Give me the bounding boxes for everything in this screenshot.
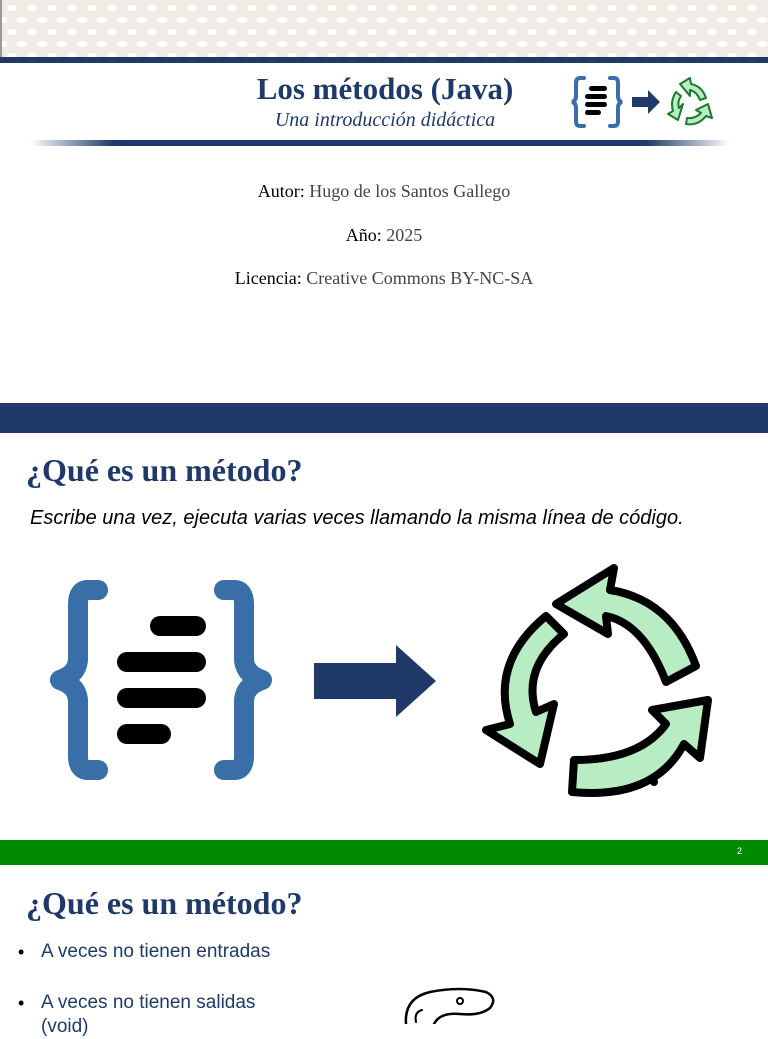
- slide3-bullet-list: [18, 940, 270, 1039]
- snake-doodle-icon: [400, 984, 500, 1024]
- slide2-footer-bar: [0, 840, 768, 865]
- author-value: Hugo de los Santos Gallego: [309, 181, 511, 201]
- knit-pattern-banner: [0, 0, 768, 57]
- bullet-text: A veces no tienen entradas: [41, 941, 271, 962]
- presentation-subtitle: Una introducción didáctica: [274, 109, 496, 131]
- license-line: [0, 268, 768, 289]
- author-line: [0, 181, 768, 202]
- bullet-text: A veces no tienen salidas: [41, 992, 256, 1013]
- year-value: 2025: [386, 225, 423, 245]
- list-item: [18, 991, 270, 1039]
- slide2-heading: ¿Qué es un método?: [26, 452, 303, 488]
- bullet-text-continuation: (void): [41, 1016, 89, 1037]
- bullet-icon: •: [18, 993, 25, 1013]
- top-rule: [0, 57, 768, 63]
- title-underline: [30, 140, 730, 146]
- slide2-description: Escribe una vez, ejecuta varias veces llamando la misma línea de código.: [30, 507, 684, 529]
- author-label: Autor:: [257, 181, 305, 201]
- recycle-icon: [476, 564, 712, 800]
- license-label: Licencia:: [234, 268, 302, 288]
- arrow-right-icon: [313, 644, 437, 718]
- license-value: Creative Commons BY-NC-SA: [306, 268, 534, 288]
- slide3-heading: ¿Qué es un método?: [26, 885, 303, 921]
- slide2-header-bar: [0, 403, 768, 433]
- code-block-icon: [50, 578, 272, 783]
- page-number: 2: [736, 846, 742, 856]
- title-logo-icon: [570, 74, 720, 130]
- year-label: Año:: [345, 225, 382, 245]
- list-item: [18, 940, 270, 964]
- presentation-title: Los métodos (Java): [256, 71, 514, 106]
- bullet-icon: •: [18, 942, 25, 962]
- year-line: [0, 225, 768, 246]
- title-slide: [0, 0, 768, 403]
